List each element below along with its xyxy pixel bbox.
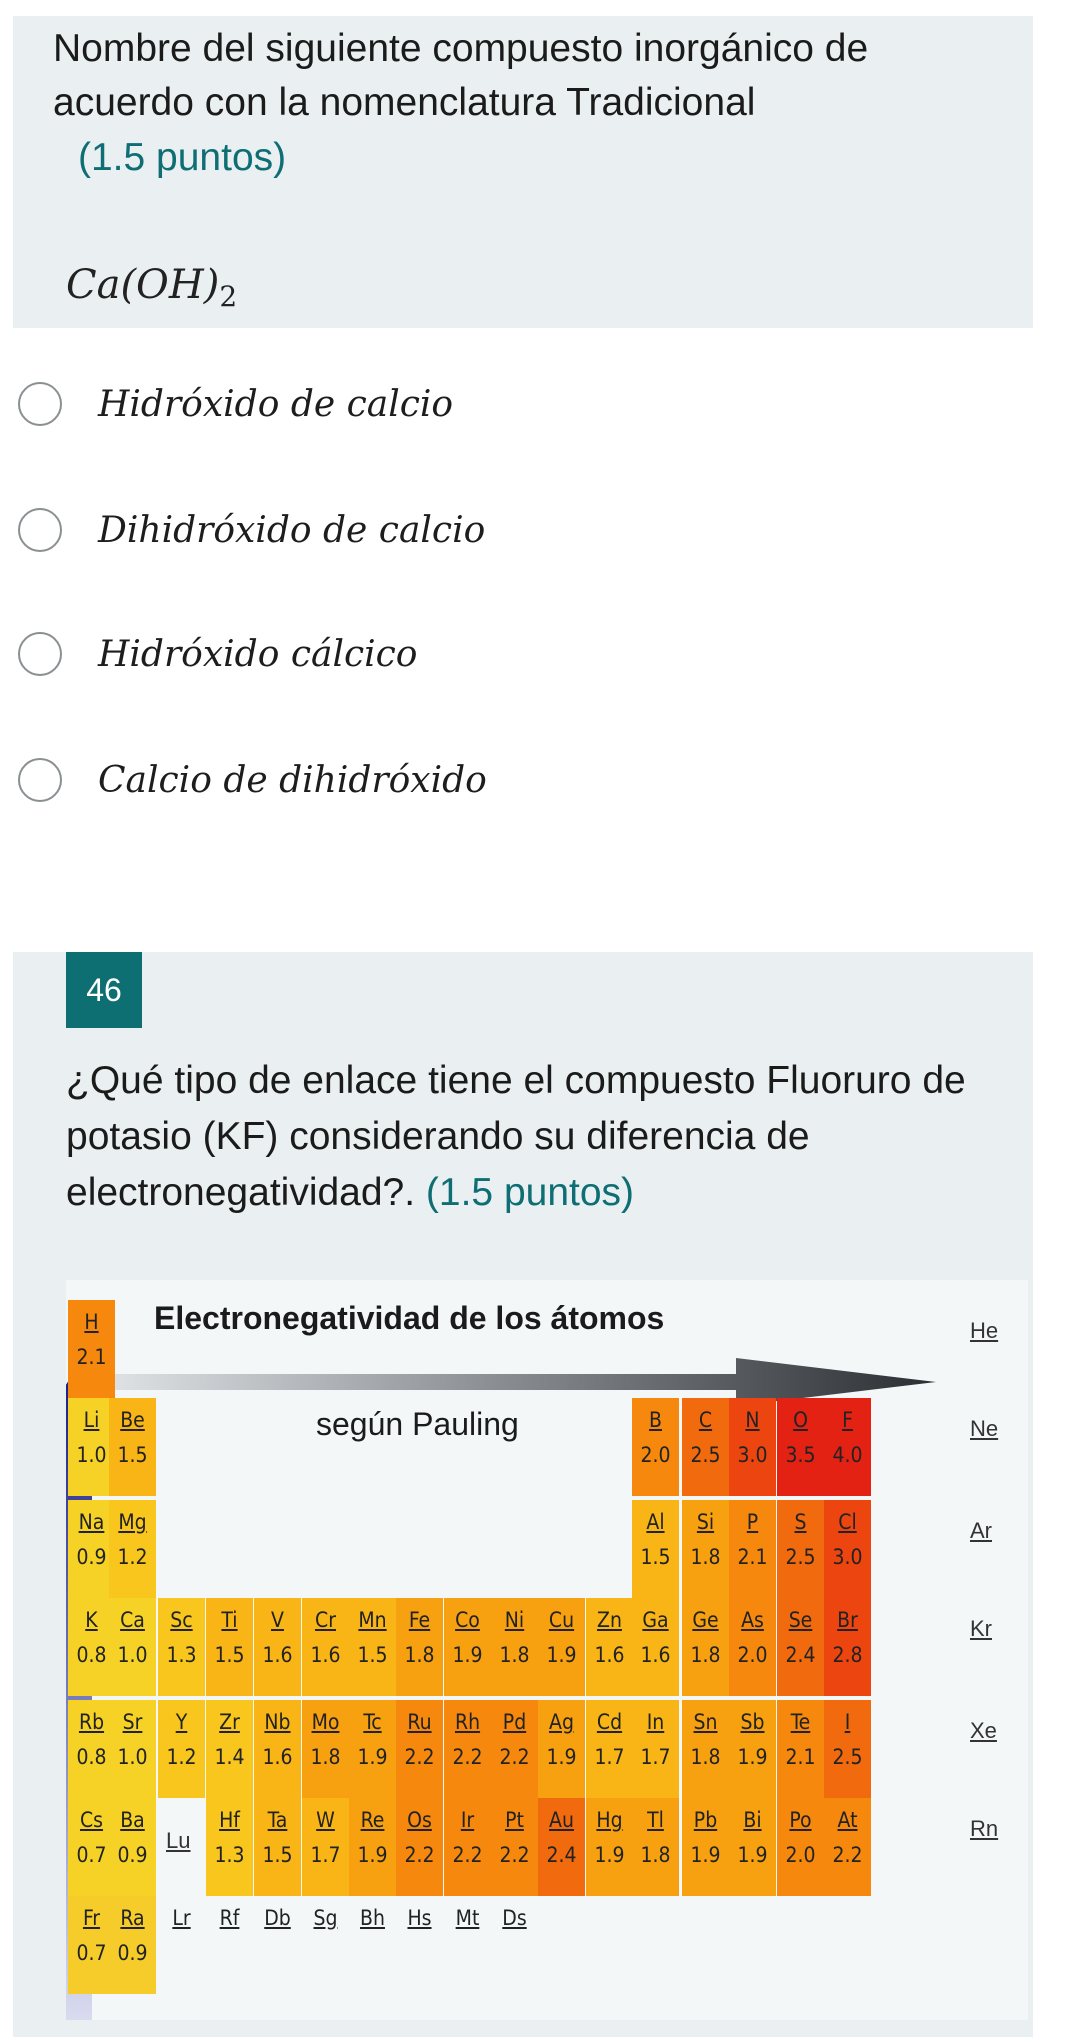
question-2-text	[66, 1053, 1026, 1221]
element-cell-mo	[302, 1700, 349, 1798]
electronegativity-value: 0.8	[76, 1643, 107, 1667]
question-2-points: (1.5 puntos)	[425, 1171, 635, 1214]
element-symbol: Ra	[120, 1906, 145, 1930]
element-symbol: H	[84, 1310, 99, 1334]
element-symbol: Os	[407, 1808, 432, 1832]
element-symbol: Sr	[122, 1710, 143, 1734]
element-symbol: Rh	[454, 1710, 481, 1734]
element-symbol: C	[698, 1408, 713, 1432]
element-symbol: Hs	[407, 1906, 432, 1930]
chemical-formula	[66, 262, 237, 313]
element-symbol: P	[746, 1510, 759, 1534]
element-cell-pd	[491, 1700, 538, 1798]
radio-button[interactable]	[18, 382, 62, 426]
electronegativity-value: 1.5	[262, 1843, 293, 1867]
electronegativity-value: 1.6	[640, 1643, 671, 1667]
electronegativity-value: 2.1	[76, 1345, 107, 1369]
element-cell-cr	[302, 1598, 349, 1696]
lanthanide-label: Lu	[166, 1828, 191, 1853]
element-cell-re	[349, 1798, 396, 1896]
option-label: Hidróxido de calcio	[98, 383, 454, 425]
electronegativity-value: 1.3	[214, 1843, 245, 1867]
electronegativity-value: 2.2	[832, 1843, 863, 1867]
element-symbol: Pt	[505, 1808, 524, 1832]
element-symbol: Na	[78, 1510, 105, 1534]
formula-subscript: 2	[219, 280, 238, 313]
element-cell-os	[396, 1798, 443, 1896]
element-symbol: Lr	[172, 1906, 191, 1930]
element-symbol: Zr	[219, 1710, 240, 1734]
electronegativity-value: 1.9	[737, 1745, 768, 1769]
element-symbol: Rf	[219, 1906, 240, 1930]
element-cell-fe	[396, 1598, 443, 1696]
element-symbol: Mt	[455, 1906, 480, 1930]
element-cell-si	[682, 1500, 729, 1598]
noble-gas-xe: Xe	[970, 1718, 997, 1743]
question-1-text: Nombre del siguiente compuesto inorgánico de acuerdo con la nomenclatura Tradicional	[53, 27, 869, 124]
element-symbol: Br	[837, 1608, 858, 1632]
element-symbol: Ni	[504, 1608, 525, 1632]
element-cell-pt	[491, 1798, 538, 1896]
element-symbol: B	[649, 1408, 662, 1432]
electronegativity-value: 1.6	[262, 1745, 293, 1769]
element-symbol: Co	[455, 1608, 480, 1632]
element-symbol: Au	[549, 1808, 574, 1832]
radio-button[interactable]	[18, 508, 62, 552]
electronegativity-value: 1.9	[357, 1843, 388, 1867]
element-cell-f	[824, 1398, 871, 1496]
element-cell-b	[632, 1398, 679, 1496]
element-cell-rf	[206, 1896, 253, 1994]
electronegativity-value: 1.0	[117, 1745, 148, 1769]
electronegativity-value: 2.5	[832, 1745, 863, 1769]
element-symbol: Pd	[502, 1710, 527, 1734]
electronegativity-value: 0.9	[76, 1545, 107, 1569]
element-cell-hf	[206, 1798, 253, 1896]
element-symbol: Rb	[78, 1710, 105, 1734]
electronegativity-value: 2.1	[785, 1745, 816, 1769]
electronegativity-value: 2.2	[452, 1745, 483, 1769]
element-symbol: Cd	[596, 1710, 623, 1734]
electronegativity-value	[206, 1936, 253, 1970]
element-cell-be	[109, 1398, 156, 1496]
element-cell-bi	[729, 1798, 776, 1896]
element-symbol: Ga	[642, 1608, 669, 1632]
electronegativity-value: 1.5	[214, 1643, 245, 1667]
element-symbol: Mo	[311, 1710, 340, 1734]
element-symbol: N	[745, 1408, 760, 1432]
electronegativity-value: 2.5	[690, 1443, 721, 1467]
electronegativity-value: 1.7	[640, 1745, 671, 1769]
element-symbol: Db	[264, 1906, 291, 1930]
element-symbol: Tc	[363, 1710, 382, 1734]
element-symbol: W	[316, 1808, 335, 1832]
element-cell-tc	[349, 1700, 396, 1798]
element-symbol: Zn	[597, 1608, 622, 1632]
element-symbol: Sc	[170, 1608, 193, 1632]
element-cell-v	[254, 1598, 301, 1696]
element-symbol: Nb	[264, 1710, 291, 1734]
electronegativity-value: 1.7	[310, 1843, 341, 1867]
element-symbol: In	[646, 1710, 665, 1734]
electronegativity-value: 2.2	[404, 1745, 435, 1769]
element-symbol: Cl	[838, 1510, 857, 1534]
element-symbol: Fe	[408, 1608, 431, 1632]
element-symbol: Po	[789, 1808, 812, 1832]
element-cell-sc	[158, 1598, 205, 1696]
element-symbol: Hg	[596, 1808, 623, 1832]
electronegativity-value: 1.9	[546, 1643, 577, 1667]
element-symbol: Ir	[460, 1808, 475, 1832]
element-symbol: O	[793, 1408, 808, 1432]
element-cell-rb	[68, 1700, 115, 1798]
element-symbol: As	[741, 1608, 764, 1632]
element-cell-cd	[586, 1700, 633, 1798]
element-symbol: Ba	[120, 1808, 145, 1832]
question-number-badge: 46	[66, 952, 142, 1028]
element-cell-h	[68, 1300, 115, 1398]
electronegativity-value: 2.4	[546, 1843, 577, 1867]
element-cell-ds	[491, 1896, 538, 1994]
element-symbol: Cs	[79, 1808, 104, 1832]
electronegativity-value: 2.2	[452, 1843, 483, 1867]
element-cell-ca	[109, 1598, 156, 1696]
element-cell-at	[824, 1798, 871, 1896]
element-cell-pb	[682, 1798, 729, 1896]
element-symbol: Si	[696, 1510, 715, 1534]
element-cell-o	[777, 1398, 824, 1496]
element-cell-nb	[254, 1700, 301, 1798]
element-symbol: Sg	[313, 1906, 338, 1930]
electronegativity-value: 1.0	[117, 1643, 148, 1667]
electronegativity-value: 1.9	[737, 1843, 768, 1867]
option-label: Calcio de dihidróxido	[98, 759, 487, 801]
electronegativity-value: 1.8	[404, 1643, 435, 1667]
element-cell-db	[254, 1896, 301, 1994]
electronegativity-value	[444, 1936, 491, 1970]
electronegativity-value: 1.9	[690, 1843, 721, 1867]
element-cell-ta	[254, 1798, 301, 1896]
element-cell-fr	[68, 1896, 115, 1994]
element-cell-po	[777, 1798, 824, 1896]
element-symbol: At	[837, 1808, 858, 1832]
electronegativity-value: 1.2	[117, 1545, 148, 1569]
element-cell-au	[538, 1798, 585, 1896]
electronegativity-value: 1.5	[117, 1443, 148, 1467]
electronegativity-value: 1.9	[594, 1843, 625, 1867]
electronegativity-value: 1.8	[690, 1545, 721, 1569]
element-symbol: Te	[790, 1710, 811, 1734]
electronegativity-value: 3.5	[785, 1443, 816, 1467]
electronegativity-value: 4.0	[832, 1443, 863, 1467]
electronegativity-value: 0.7	[76, 1843, 107, 1867]
element-symbol: Bi	[743, 1808, 762, 1832]
electronegativity-value: 1.3	[166, 1643, 197, 1667]
formula-main: Ca(OH)	[66, 262, 220, 308]
electronegativity-value: 1.6	[262, 1643, 293, 1667]
electronegativity-value: 2.2	[499, 1843, 530, 1867]
element-cell-mt	[444, 1896, 491, 1994]
element-symbol: I	[844, 1710, 851, 1734]
element-symbol: Al	[646, 1510, 665, 1534]
electronegativity-value: 1.9	[452, 1643, 483, 1667]
noble-gas-ne: Ne	[970, 1416, 999, 1441]
element-cell-as	[729, 1598, 776, 1696]
element-cell-c	[682, 1398, 729, 1496]
element-cell-ti	[206, 1598, 253, 1696]
element-symbol: Ca	[120, 1608, 145, 1632]
element-cell-ra	[109, 1896, 156, 1994]
element-cell-na	[68, 1500, 115, 1598]
element-cell-n	[729, 1398, 776, 1496]
element-cell-sn	[682, 1700, 729, 1798]
option-label: Hidróxido cálcico	[98, 633, 418, 675]
element-cell-sg	[302, 1896, 349, 1994]
element-cell-br	[824, 1598, 871, 1696]
electronegativity-value: 2.4	[785, 1643, 816, 1667]
electronegativity-value	[349, 1936, 396, 1970]
electronegativity-value	[158, 1936, 205, 1970]
element-cell-te	[777, 1700, 824, 1798]
electronegativity-value: 2.5	[785, 1545, 816, 1569]
element-cell-ba	[109, 1798, 156, 1896]
element-symbol: V	[271, 1608, 284, 1632]
element-symbol: Cu	[548, 1608, 575, 1632]
electronegativity-value: 2.2	[499, 1745, 530, 1769]
electronegativity-value: 1.7	[594, 1745, 625, 1769]
element-cell-cu	[538, 1598, 585, 1696]
noble-gas-he: He	[970, 1318, 999, 1343]
element-cell-hs	[396, 1896, 443, 1994]
radio-button[interactable]	[18, 758, 62, 802]
element-symbol: Li	[83, 1408, 100, 1432]
electronegativity-value: 1.8	[690, 1643, 721, 1667]
element-cell-zr	[206, 1700, 253, 1798]
element-cell-ge	[682, 1598, 729, 1696]
electronegativity-value: 0.9	[117, 1941, 148, 1965]
electronegativity-value: 1.8	[690, 1745, 721, 1769]
element-symbol: Hf	[219, 1808, 240, 1832]
element-symbol: Pb	[693, 1808, 718, 1832]
element-symbol: Fr	[82, 1906, 101, 1930]
electronegativity-value: 0.9	[117, 1843, 148, 1867]
element-symbol: S	[794, 1510, 807, 1534]
electronegativity-value: 2.0	[640, 1443, 671, 1467]
element-symbol: Ag	[549, 1710, 574, 1734]
electronegativity-value	[396, 1936, 443, 1970]
option-hidroxido-de-calcio[interactable]	[18, 374, 718, 434]
element-cell-sr	[109, 1700, 156, 1798]
electronegativity-value: 2.0	[785, 1843, 816, 1867]
element-symbol: F	[842, 1408, 853, 1432]
element-cell-mn	[349, 1598, 396, 1696]
element-cell-tl	[632, 1798, 679, 1896]
element-symbol: Se	[788, 1608, 813, 1632]
element-cell-ga	[632, 1598, 679, 1696]
element-cell-sb	[729, 1700, 776, 1798]
electronegativity-value: 1.0	[76, 1443, 107, 1467]
electronegativity-value: 1.5	[640, 1545, 671, 1569]
electronegativity-value: 3.0	[737, 1443, 768, 1467]
electronegativity-value: 1.8	[310, 1745, 341, 1769]
element-symbol: Re	[360, 1808, 385, 1832]
electronegativity-value: 1.9	[357, 1745, 388, 1769]
electronegativity-value: 1.6	[310, 1643, 341, 1667]
element-cell-ir	[444, 1798, 491, 1896]
electronegativity-value: 1.6	[594, 1643, 625, 1667]
electronegativity-value: 1.8	[499, 1643, 530, 1667]
element-cell-co	[444, 1598, 491, 1696]
electronegativity-value: 2.0	[737, 1643, 768, 1667]
element-cell-se	[777, 1598, 824, 1696]
electronegativity-value: 0.8	[76, 1745, 107, 1769]
element-symbol: Bh	[360, 1906, 385, 1930]
option-hidroxido-calcico[interactable]	[18, 624, 718, 684]
electronegativity-value: 0.7	[76, 1941, 107, 1965]
radio-button[interactable]	[18, 632, 62, 676]
periodic-table-subtitle: según Pauling	[316, 1406, 519, 1442]
element-cell-cs	[68, 1798, 115, 1896]
element-symbol: Cr	[315, 1608, 336, 1632]
option-dihidroxido-de-calcio[interactable]	[18, 500, 718, 560]
element-cell-li	[68, 1398, 115, 1496]
element-cell-bh	[349, 1896, 396, 1994]
element-symbol: Ti	[221, 1608, 238, 1632]
electronegativity-value: 1.9	[546, 1745, 577, 1769]
question-2-body: ¿Qué tipo de enlace tiene el compuesto Fluoruro de potasio (KF) considerando su diferencia de electronegatividad?.	[66, 1059, 966, 1214]
electronegativity-value: 1.5	[357, 1643, 388, 1667]
element-symbol: Ta	[267, 1808, 288, 1832]
element-cell-zn	[586, 1598, 633, 1696]
electronegativity-value: 3.0	[832, 1545, 863, 1569]
element-cell-k	[68, 1598, 115, 1696]
noble-gas-ar: Ar	[970, 1518, 992, 1543]
element-cell-ru	[396, 1700, 443, 1798]
electronegativity-value: 1.4	[214, 1745, 245, 1769]
element-symbol: Sn	[693, 1710, 718, 1734]
element-symbol: Sb	[740, 1710, 765, 1734]
element-cell-hg	[586, 1798, 633, 1896]
periodic-table-image	[66, 1280, 1028, 2020]
option-label: Dihidróxido de calcio	[98, 509, 486, 551]
element-cell-i	[824, 1700, 871, 1798]
element-symbol: Tl	[647, 1808, 664, 1832]
question-1-points: (1.5 puntos)	[78, 136, 287, 179]
electronegativity-value	[302, 1936, 349, 1970]
noble-gas-kr: Kr	[970, 1616, 992, 1641]
element-symbol: Ge	[692, 1608, 719, 1632]
element-cell-s	[777, 1500, 824, 1598]
element-symbol: Mg	[118, 1510, 147, 1534]
element-cell-lr	[158, 1896, 205, 1994]
element-cell-ni	[491, 1598, 538, 1696]
electronegativity-value	[254, 1936, 301, 1970]
element-cell-cl	[824, 1500, 871, 1598]
element-symbol: Mn	[358, 1608, 387, 1632]
element-cell-al	[632, 1500, 679, 1598]
element-symbol: Be	[120, 1408, 145, 1432]
element-cell-mg	[109, 1500, 156, 1598]
noble-gas-rn: Rn	[970, 1816, 999, 1841]
electronegativity-value: 2.8	[832, 1643, 863, 1667]
element-cell-rh	[444, 1700, 491, 1798]
electronegativity-value: 2.1	[737, 1545, 768, 1569]
periodic-table-title: Electronegatividad de los átomos	[154, 1300, 665, 1336]
element-cell-w	[302, 1798, 349, 1896]
element-cell-in	[632, 1700, 679, 1798]
electronegativity-value	[491, 1936, 538, 1970]
electronegativity-value: 1.8	[640, 1843, 671, 1867]
element-symbol: K	[85, 1608, 98, 1632]
element-cell-p	[729, 1500, 776, 1598]
element-symbol: Ru	[407, 1710, 432, 1734]
element-cell-ag	[538, 1700, 585, 1798]
element-symbol: Y	[175, 1710, 188, 1734]
element-symbol: Ds	[502, 1906, 527, 1930]
electronegativity-value: 1.2	[166, 1745, 197, 1769]
electronegativity-value: 2.2	[404, 1843, 435, 1867]
option-calcio-de-dihidroxido[interactable]	[18, 750, 718, 810]
element-cell-y	[158, 1700, 205, 1798]
